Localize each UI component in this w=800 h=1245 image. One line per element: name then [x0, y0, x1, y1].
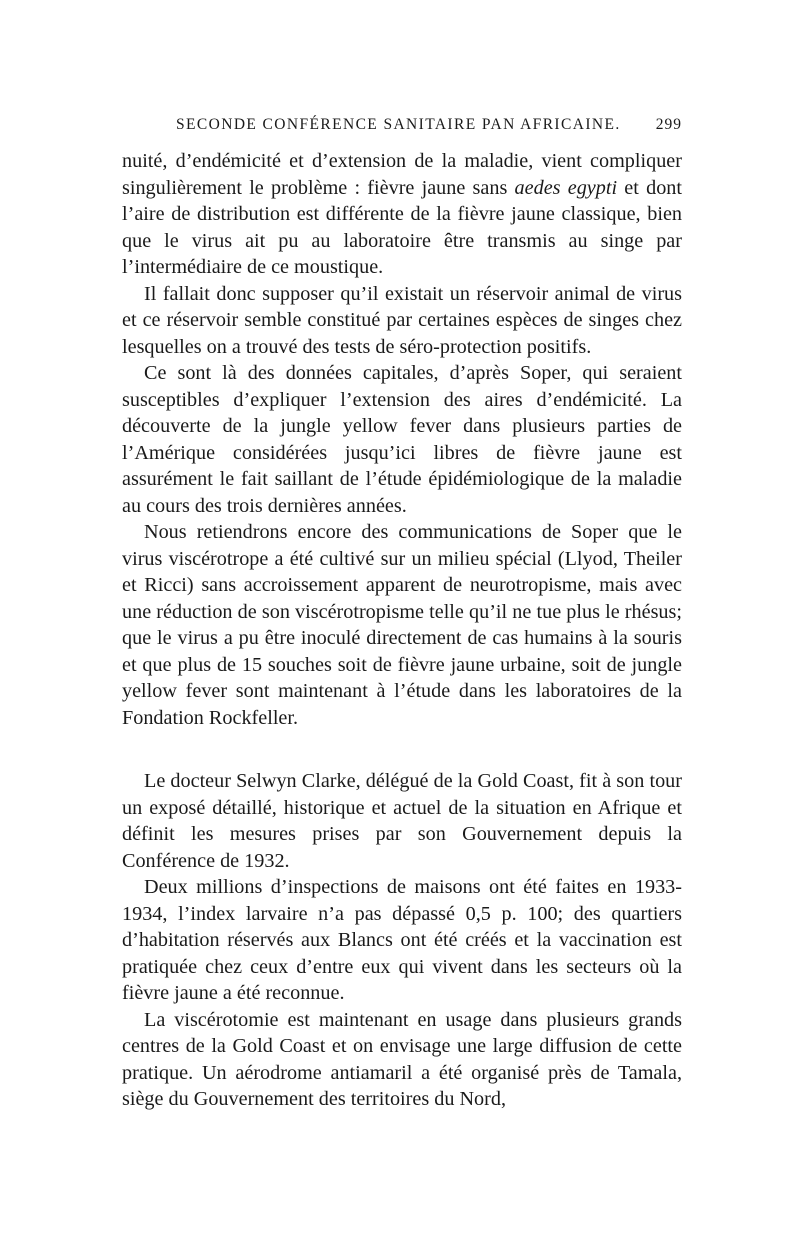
paragraph-5: Le docteur Selwyn Clarke, délégué de la Gold Coast, fit à son tour un exposé détaillé, historique et actuel de la situation en Afrique et définit les mesures prises par son Gouvernement depuis la Conférence de 1932.	[122, 770, 682, 872]
body-text	[122, 148, 682, 1113]
paragraph-7: La viscérotomie est maintenant en usage dans plusieurs grands centres de la Gold Coast et on envisage une large diffusion de cette pratique. Un aérodrome antiamaril a été organisé près de Tamala, siège du Gouvernement des territoires du Nord,	[122, 1008, 682, 1110]
species-name-italic: aedes egypti	[514, 176, 618, 199]
running-title: SECONDE CONFÉRENCE SANITAIRE PAN AFRICAINE.	[176, 116, 621, 133]
paragraph-1	[122, 148, 682, 281]
paragraph-2: Il fallait donc supposer qu’il existait un réservoir animal de virus et ce réservoir semble constitué par certaines espèces de singes chez lesquelles on a trouvé des tests de séro-protection positifs.	[122, 282, 682, 358]
paragraph-6: Deux millions d’inspections de maisons ont été faites en 1933-1934, l’index larvaire n’a pas dépassé 0,5 p. 100; des quartiers d’habitation réservés aux Blancs ont été créés et la vaccination est pratiquée chez ceux d’entre eux qui vivent dans les secteurs où la fièvre jaune a été reconnue.	[122, 876, 682, 1004]
paragraph-3: Ce sont là des données capitales, d’après Soper, qui seraient susceptibles d’expliquer l’extension des aires d’endémicité. La découverte de la jungle yellow fever dans plusieurs parties de l’Amérique considérées jusqu’ici libres de fièvre jaune est assurément le fait saillant de l’étude épidémiologique de la maladie au cours des trois dernières années.	[122, 362, 682, 517]
page-content	[122, 116, 682, 1113]
section-gap	[122, 731, 682, 768]
paragraph-1-continuation: et dont l’aire de distribution est différente de la fièvre jaune classique, bien que le virus ait pu au laboratoire être transmis au singe par l’intermédiaire de ce moustique.	[122, 176, 682, 278]
running-header	[122, 116, 682, 148]
paragraph-4: Nous retiendrons encore des communications de Soper que le virus viscérotrope a été cultivé sur un milieu spécial (Llyod, Theiler et Ricci) sans accroissement apparent de neurotropisme, mais avec une réduction de son viscérotropisme telle qu’il ne tue plus le rhésus; que le virus a pu être inoculé directement de cas humains à la souris et que plus de 15 souches soit de fièvre jaune urbaine, soit de jungle yellow fever sont maintenant à l’étude dans les laboratoires de la Fondation Rockfeller.	[122, 521, 682, 729]
page-number: 299	[655, 116, 682, 133]
paragraph-1-text: nuité, d’endémicité et d’extension de la maladie, vient compliquer singulièrement le problème : fièvre jaune sans	[122, 150, 682, 199]
